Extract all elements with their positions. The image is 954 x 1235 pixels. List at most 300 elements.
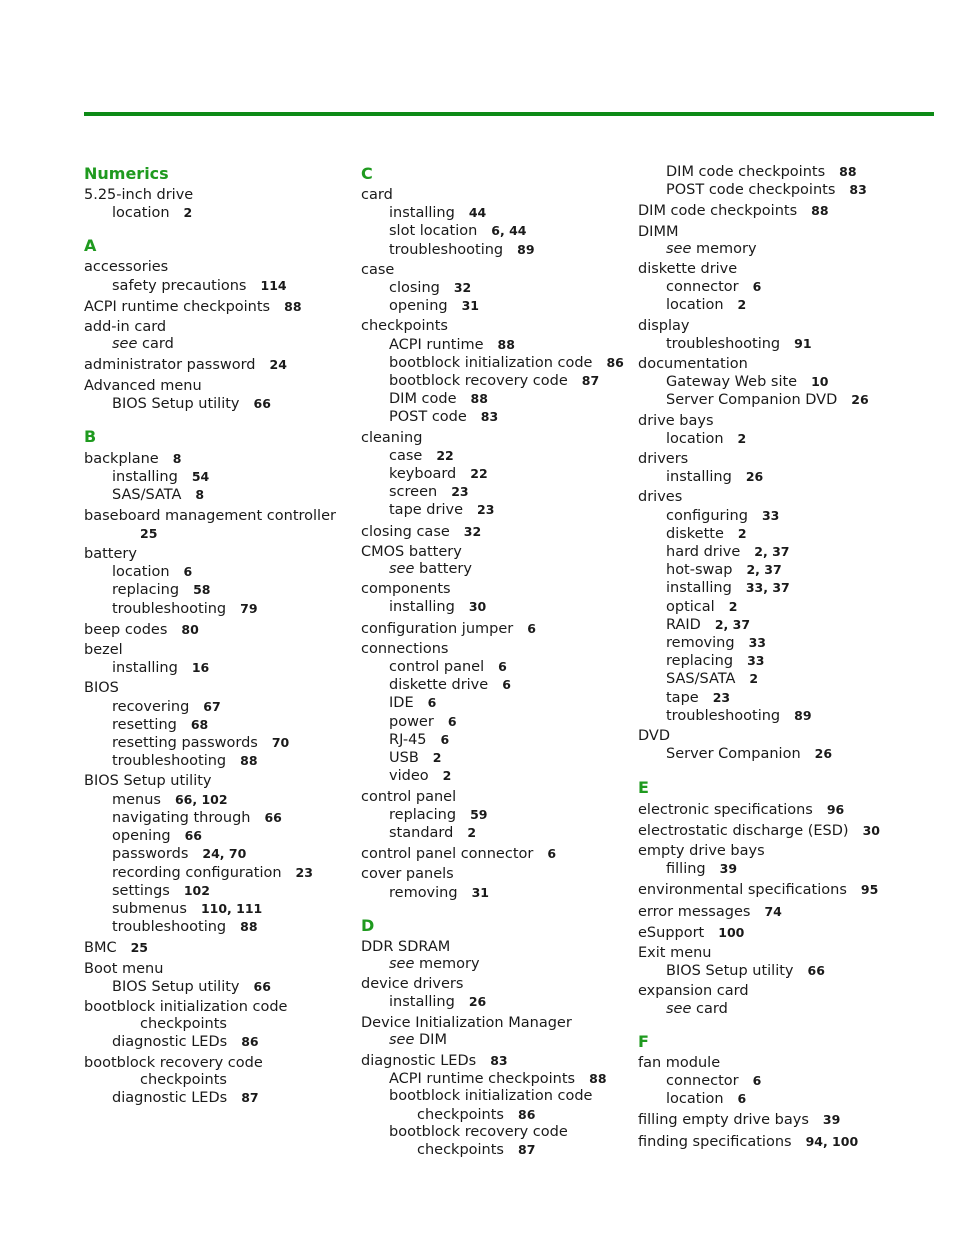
- index-entry: [361, 641, 633, 786]
- index-subterm: [638, 670, 910, 688]
- index-text: opening: [389, 298, 448, 315]
- index-entry: [638, 224, 910, 258]
- page-reference: 6: [447, 713, 457, 729]
- index-text: battery: [419, 561, 472, 578]
- index-section-heading: F: [638, 1031, 649, 1051]
- page-reference: 91: [794, 335, 812, 351]
- index-term: [638, 224, 910, 241]
- index-text: control panel connector: [361, 846, 534, 863]
- page-reference: 88: [839, 164, 857, 179]
- page-reference: 66: [264, 809, 282, 825]
- index-subterm: [361, 598, 633, 616]
- index-subterm: [638, 430, 910, 448]
- page-reference: 2: [183, 205, 193, 221]
- index-subterm: [361, 501, 633, 519]
- index-text: POST code: [389, 409, 467, 426]
- page-reference: 87: [518, 1141, 536, 1157]
- index-text: ACPI runtime checkpoints: [84, 298, 271, 315]
- index-subterm: [638, 507, 910, 525]
- page-reference: 6: [502, 677, 511, 693]
- index-subterm: [84, 978, 356, 996]
- page-reference: 44: [468, 205, 487, 221]
- index-text: bootblock initialization code: [84, 998, 288, 1015]
- index-subterm: [638, 616, 910, 634]
- page-reference: 31: [471, 884, 489, 900]
- index-entry: [84, 961, 356, 996]
- index-entry: [638, 924, 910, 942]
- index-subterm: [84, 486, 356, 504]
- index-text: diskette: [666, 525, 724, 542]
- page-reference: 95: [860, 882, 879, 898]
- index-subterm: [361, 1088, 633, 1105]
- index-subterm: [361, 1070, 633, 1088]
- index-subterm: [638, 181, 910, 199]
- index-text: connector: [666, 279, 739, 296]
- index-term: [84, 621, 356, 639]
- page-reference: 22: [470, 466, 488, 482]
- index-subterm: [638, 962, 910, 980]
- index-subterm: [361, 749, 633, 767]
- index-text: Server Companion DVD: [666, 392, 838, 409]
- index-subterm: [361, 1032, 633, 1049]
- index-text: backplane: [84, 451, 159, 468]
- index-entry: [638, 881, 910, 899]
- index-term: [84, 356, 356, 374]
- index-text: device drivers: [361, 976, 464, 993]
- index-entry: [361, 866, 633, 901]
- index-subterm: [361, 297, 633, 315]
- index-text: installing: [666, 580, 732, 597]
- page-reference: 16: [191, 660, 210, 676]
- index-term: [84, 378, 356, 395]
- page-reference: 6: [752, 279, 762, 295]
- index-text: components: [361, 581, 451, 598]
- index-text: navigating through: [112, 809, 251, 826]
- index-subterm: [361, 483, 633, 501]
- page-reference: 33, 37: [745, 580, 790, 596]
- index-text: keyboard: [389, 466, 457, 483]
- index-text: slot location: [389, 223, 478, 240]
- index-entry: [638, 983, 910, 1017]
- index-subterm: [638, 1072, 910, 1090]
- index-text: connections: [361, 640, 449, 657]
- index-subterm: [361, 676, 633, 694]
- index-subterm: [638, 373, 910, 391]
- index-term: [361, 262, 633, 279]
- page-reference: 89: [517, 241, 535, 257]
- index-subterm: [84, 563, 356, 581]
- index-text: diskette drive: [389, 677, 489, 694]
- page-reference: 6: [498, 659, 507, 675]
- index-text: drivers: [638, 451, 689, 468]
- page-reference: 88: [470, 391, 488, 407]
- page-reference: 25: [140, 525, 158, 541]
- index-entry: [361, 581, 633, 616]
- page-reference: 26: [468, 994, 487, 1010]
- index-entry: [84, 999, 356, 1052]
- index-subterm: [361, 956, 633, 973]
- page-reference: 83: [849, 182, 867, 198]
- index-text: SAS/SATA: [666, 671, 736, 688]
- see-reference: see: [112, 336, 138, 353]
- index-text: card: [361, 187, 393, 203]
- index-text: baseboard management controller: [84, 507, 336, 524]
- index-entry: [361, 318, 633, 426]
- page-reference: 2: [432, 750, 442, 766]
- index-entry: [361, 789, 633, 843]
- index-text: installing: [389, 994, 455, 1011]
- page-reference: 70: [271, 735, 290, 751]
- index-term: [638, 413, 910, 430]
- page-reference: 23: [477, 502, 495, 518]
- index-subterm: [638, 689, 910, 707]
- page-reference: 102: [183, 882, 210, 898]
- index-subterm: [638, 296, 910, 314]
- index-text: location: [112, 205, 170, 222]
- index-text: checkpoints: [417, 1141, 504, 1158]
- index-text: memory: [419, 955, 480, 972]
- page-reference: 87: [241, 1089, 259, 1105]
- page-reference: 24, 70: [202, 846, 247, 862]
- index-text: RJ-45: [389, 731, 427, 748]
- index-entry: [84, 187, 356, 222]
- index-term: [361, 430, 633, 447]
- index-subterm: [84, 277, 356, 295]
- index-subterm: [361, 731, 633, 749]
- index-subterm: [361, 390, 633, 408]
- index-subterm: [638, 278, 910, 296]
- index-subterm: [84, 791, 356, 809]
- index-text: documentation: [638, 356, 748, 373]
- page-reference: 25: [130, 940, 148, 956]
- index-subterm: [361, 447, 633, 465]
- page-reference: 2: [737, 430, 747, 446]
- index-term: [84, 298, 356, 316]
- index-text: 5.25-inch drive: [84, 187, 194, 203]
- index-term: [638, 261, 910, 278]
- index-text: power: [389, 713, 434, 730]
- index-text: installing: [112, 469, 178, 486]
- index-continuation: [361, 1141, 633, 1159]
- index-entry: [361, 939, 633, 973]
- index-text: checkpoints: [140, 1016, 227, 1033]
- page-reference: 26: [745, 469, 764, 485]
- index-continuation: [84, 525, 356, 543]
- index-term: [84, 961, 356, 978]
- page-reference: 8: [172, 451, 182, 467]
- index-text: BIOS Setup utility: [84, 773, 212, 790]
- index-subterm: [84, 395, 356, 413]
- index-entry: [638, 1133, 910, 1151]
- index-subterm: [638, 707, 910, 725]
- index-text: replacing: [389, 806, 457, 823]
- index-text: filling: [666, 861, 706, 878]
- index-subterm: [361, 408, 633, 426]
- index-text: screen: [389, 484, 438, 501]
- page-reference: 74: [764, 903, 782, 919]
- index-term: [361, 620, 633, 638]
- index-entry: [84, 378, 356, 413]
- index-subterm: [361, 884, 633, 902]
- index-text: diagnostic LEDs: [112, 1089, 228, 1106]
- index-subterm: [84, 864, 356, 882]
- index-subterm: [638, 163, 910, 181]
- index-subterm: [361, 824, 633, 842]
- index-text: passwords: [112, 846, 189, 863]
- index-text: control panel: [361, 788, 457, 805]
- index-text: diagnostic LEDs: [112, 1034, 228, 1051]
- index-text: display: [638, 317, 690, 334]
- see-reference: see: [666, 1000, 692, 1017]
- index-text: beep codes: [84, 621, 168, 638]
- index-text: expansion card: [638, 983, 749, 1000]
- page-reference: 2: [737, 297, 747, 313]
- index-term: [361, 1052, 633, 1070]
- index-text: optical: [666, 598, 715, 615]
- index-text: Boot menu: [84, 960, 164, 977]
- header-rule: [84, 112, 934, 116]
- index-text: Device Initialization Manager: [361, 1014, 572, 1031]
- index-text: DIM code: [389, 391, 457, 408]
- index-text: BIOS Setup utility: [112, 395, 240, 412]
- index-text: resetting: [112, 716, 177, 733]
- page-reference: 2: [467, 824, 477, 840]
- page-reference: 79: [240, 600, 258, 616]
- index-entry: [361, 187, 633, 259]
- index-term: [638, 801, 910, 819]
- index-section-heading: B: [84, 427, 97, 447]
- index-subterm: [361, 465, 633, 483]
- index-subterm: [84, 1089, 356, 1107]
- index-subterm: [638, 1090, 910, 1108]
- page-reference: 54: [191, 469, 210, 485]
- index-text: bezel: [84, 642, 123, 659]
- index-text: ACPI runtime: [389, 336, 484, 353]
- index-term: [638, 318, 910, 335]
- index-text: cover panels: [361, 866, 454, 883]
- page-reference: 2: [442, 768, 452, 784]
- index-text: location: [666, 430, 724, 447]
- index-entry: [84, 508, 356, 543]
- index-subterm: [84, 900, 356, 918]
- page-reference: 6: [527, 620, 536, 636]
- index-text: case: [389, 447, 423, 464]
- see-reference: see: [666, 240, 692, 257]
- index-text: DIMM: [638, 223, 679, 240]
- index-term: [84, 773, 356, 790]
- page-reference: 2: [749, 671, 759, 687]
- index-subterm: [84, 734, 356, 752]
- index-subterm: [361, 279, 633, 297]
- page-reference: 2: [728, 598, 738, 614]
- index-term: [638, 903, 910, 921]
- index-entry: [84, 319, 356, 353]
- page-reference: 88: [240, 753, 258, 769]
- index-entry: [638, 413, 910, 448]
- index-entry: [638, 903, 910, 921]
- index-text: installing: [666, 469, 732, 486]
- index-text: POST code checkpoints: [666, 182, 836, 199]
- index-text: replacing: [666, 653, 734, 670]
- index-subterm: [84, 752, 356, 770]
- page-reference: 83: [490, 1052, 508, 1068]
- index-text: finding specifications: [638, 1133, 792, 1150]
- index-text: replacing: [112, 582, 180, 599]
- index-text: tape drive: [389, 502, 464, 519]
- index-text: closing case: [361, 523, 450, 540]
- page-reference: 26: [814, 746, 833, 762]
- index-subterm: [361, 354, 633, 372]
- page-reference: 88: [240, 919, 258, 935]
- index-subterm: [361, 241, 633, 259]
- index-subterm: [638, 579, 910, 597]
- index-entry: [84, 450, 356, 505]
- index-subterm: [638, 543, 910, 561]
- index-entry: [84, 1055, 356, 1108]
- index-subterm: [84, 698, 356, 716]
- index-text: empty drive bays: [638, 842, 765, 859]
- index-text: CMOS battery: [361, 543, 462, 560]
- page-reference: 88: [284, 298, 302, 314]
- index-term: [84, 1055, 356, 1072]
- index-text: fan module: [638, 1054, 721, 1071]
- index-term: [84, 680, 356, 697]
- index-term: [361, 581, 633, 598]
- index-subterm: [638, 1001, 910, 1018]
- index-entry: [638, 163, 910, 199]
- index-term: [638, 202, 910, 220]
- index-entry: [361, 976, 633, 1011]
- index-continuation: [84, 1072, 356, 1089]
- index-text: troubleshooting: [666, 707, 781, 724]
- index-term: [638, 1055, 910, 1072]
- page-reference: 66: [184, 828, 203, 844]
- index-text: resetting passwords: [112, 735, 258, 752]
- page-reference: 24: [269, 357, 287, 373]
- index-section-heading: D: [361, 915, 375, 935]
- index-term: [361, 845, 633, 863]
- index-term: [361, 544, 633, 561]
- index-term: [84, 319, 356, 336]
- index-text: filling empty drive bays: [638, 1112, 809, 1129]
- page-reference: 88: [811, 203, 829, 219]
- page-reference: 89: [794, 707, 812, 723]
- index-text: control panel: [389, 659, 485, 676]
- index-text: bootblock initialization code: [389, 1088, 593, 1105]
- index-text: Exit menu: [638, 944, 712, 961]
- index-subterm: [361, 336, 633, 354]
- index-term: [638, 1111, 910, 1129]
- index-term: [361, 976, 633, 993]
- index-text: add-in card: [84, 319, 167, 336]
- page-reference: 33: [748, 635, 766, 651]
- index-term: [361, 939, 633, 956]
- index-text: installing: [389, 205, 455, 222]
- page-reference: 96: [826, 801, 845, 817]
- index-term: [84, 259, 356, 276]
- page-reference: 32: [463, 523, 482, 539]
- index-subterm: [638, 391, 910, 409]
- index-text: IDE: [389, 695, 414, 712]
- index-text: settings: [112, 882, 170, 899]
- index-entry: [361, 544, 633, 578]
- index-section-heading: E: [638, 777, 649, 797]
- index-text: troubleshooting: [112, 753, 227, 770]
- index-text: installing: [112, 660, 178, 677]
- index-entry: [84, 939, 356, 957]
- page-reference: 59: [470, 806, 488, 822]
- index-text: video: [389, 768, 429, 785]
- page-reference: 6: [547, 846, 557, 862]
- page-reference: 86: [606, 354, 624, 370]
- page-reference: 23: [451, 484, 469, 500]
- index-entry: [638, 489, 910, 725]
- page-reference: 88: [589, 1071, 607, 1087]
- index-text: BIOS Setup utility: [666, 963, 794, 980]
- index-subterm: [361, 372, 633, 390]
- page-reference: 66: [807, 963, 825, 979]
- page-reference: 32: [453, 280, 472, 296]
- index-subterm: [84, 600, 356, 618]
- page-reference: 80: [181, 621, 199, 637]
- index-text: drives: [638, 489, 683, 506]
- index-text: DIM code checkpoints: [638, 203, 798, 220]
- index-entry: [84, 356, 356, 374]
- index-text: bootblock recovery code: [84, 1054, 263, 1071]
- index-subterm: [84, 659, 356, 677]
- page-reference: 6: [427, 695, 437, 711]
- index-term: [638, 881, 910, 899]
- index-term: [638, 822, 910, 840]
- page-reference: 2, 37: [746, 562, 782, 578]
- index-text: RAID: [666, 616, 701, 633]
- index-subterm: [638, 652, 910, 670]
- index-term: [84, 450, 356, 468]
- index-text: tape: [666, 689, 699, 706]
- page-reference: 110, 111: [200, 900, 263, 916]
- index-text: recording configuration: [112, 864, 282, 881]
- index-text: eSupport: [638, 924, 705, 941]
- index-text: diskette drive: [638, 261, 738, 278]
- index-text: BIOS: [84, 680, 119, 697]
- index-text: diagnostic LEDs: [361, 1052, 477, 1069]
- index-entry: [638, 843, 910, 878]
- index-entry: [84, 621, 356, 639]
- index-entry: [638, 1055, 910, 1109]
- page-reference: 66: [253, 978, 271, 994]
- index-entry: [361, 845, 633, 863]
- index-term: [638, 843, 910, 860]
- index-subterm: [638, 598, 910, 616]
- index-subterm: [84, 845, 356, 863]
- index-entry: [638, 451, 910, 486]
- page-reference: 6: [183, 564, 193, 580]
- index-term: [638, 945, 910, 962]
- index-text: ACPI runtime checkpoints: [389, 1071, 576, 1088]
- index-term: [638, 983, 910, 1000]
- index-term: [638, 924, 910, 942]
- index-column-2: [361, 163, 633, 1159]
- page-reference: 30: [468, 599, 487, 615]
- index-subterm: [638, 634, 910, 652]
- index-term: [84, 508, 356, 525]
- index-text: installing: [389, 599, 455, 616]
- index-text: memory: [696, 240, 757, 257]
- index-term: [361, 1015, 633, 1032]
- index-term: [361, 789, 633, 806]
- index-text: accessories: [84, 259, 169, 276]
- index-text: removing: [666, 635, 735, 652]
